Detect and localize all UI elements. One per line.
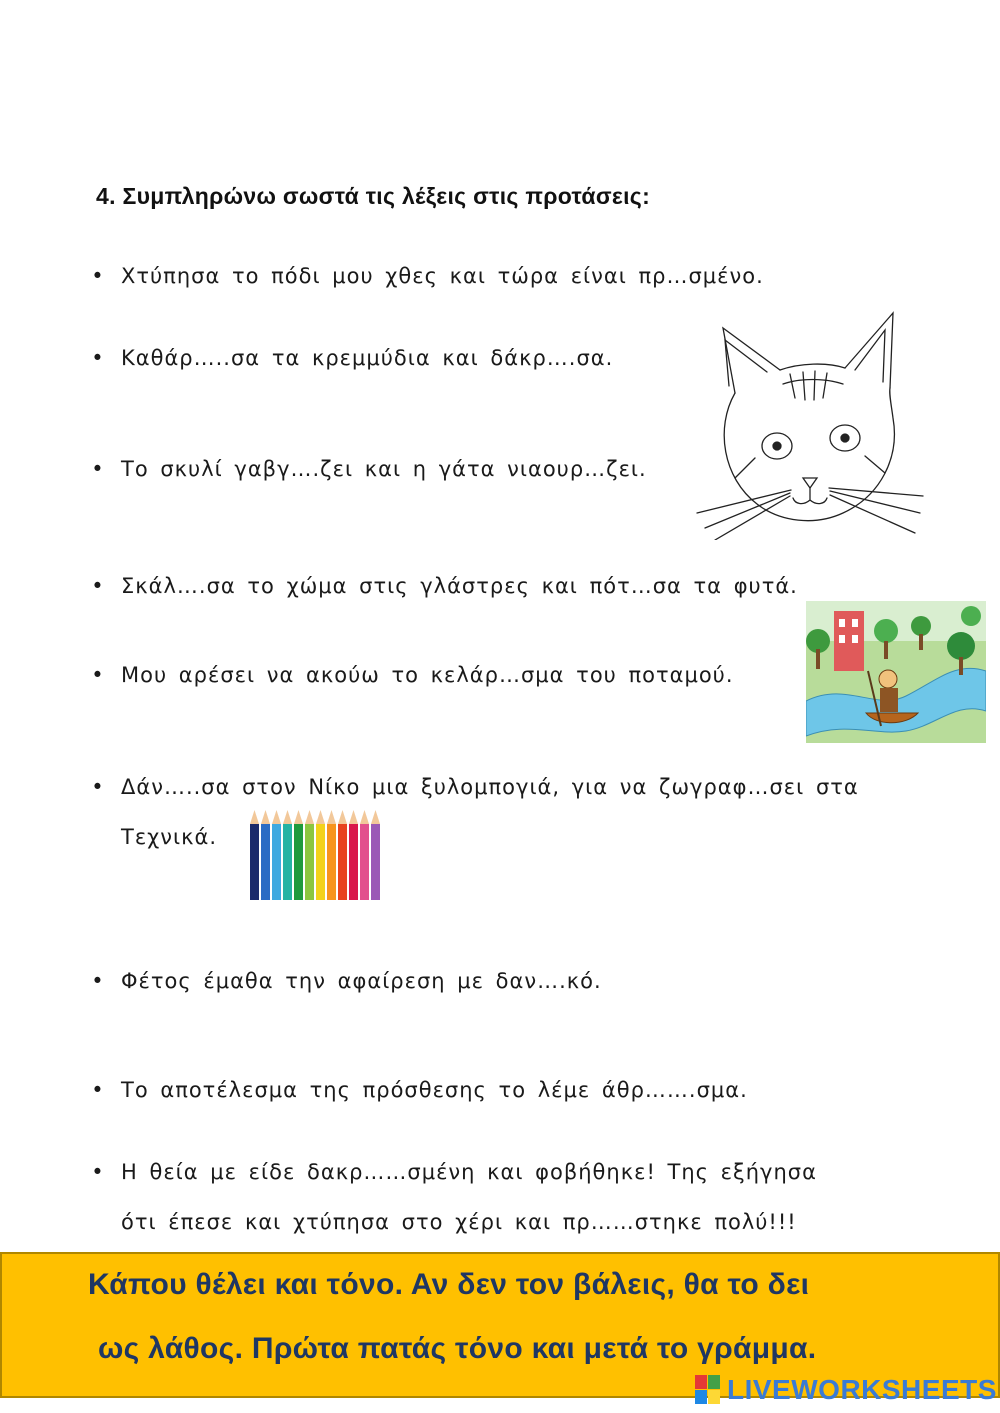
item-text: Μου αρέσει να ακούω το κελάρ…σμα του ποταμού. [121, 663, 734, 687]
pencil-body [272, 824, 281, 900]
bullet-icon: • [91, 1078, 105, 1102]
pencil-body [360, 824, 369, 900]
item-text-continued: ότι έπεσε και χτύπησα στο χέρι και πρ……στηκε πολύ!!! [121, 1210, 797, 1234]
bullet-icon: • [91, 264, 105, 288]
tip-line-2: ως λάθος. Πρώτα πατάς τόνο και μετά το γράμμα. [98, 1332, 817, 1365]
tip-line-1: Κάπου θέλει και τόνο. Αν δεν τον βάλεις, θα το δει [88, 1268, 810, 1301]
bullet-icon: • [91, 574, 105, 598]
cat-sketch-illustration [695, 308, 925, 540]
item-text-continued: Τεχνικά. [121, 825, 218, 849]
bullet-icon: • [91, 969, 105, 993]
item-text: Καθάρ…..σα τα κρεμμύδια και δάκρ….σα. [121, 346, 614, 370]
pencil-body [261, 824, 270, 900]
bullet-icon: • [91, 1160, 105, 1184]
brand-name: LIVEWORKSHEETS [727, 1374, 997, 1405]
pencil-body [349, 824, 358, 900]
liveworksheets-logo [695, 1372, 997, 1408]
bullet-icon: • [91, 775, 105, 799]
pencil-body [294, 824, 303, 900]
item-text: Η θεία με είδε δακρ……σμένη και φοβήθηκε! Της εξήγησα [121, 1160, 817, 1184]
liveworksheets-mark-icon [695, 1375, 721, 1405]
item-text: Χτύπησα το πόδι μου χθες και τώρα είναι πρ…σμένο. [121, 264, 764, 288]
pencil-body [316, 824, 325, 900]
bullet-icon: • [91, 663, 105, 687]
pencil-body [250, 824, 259, 900]
bullet-icon: • [91, 346, 105, 370]
item-text: Σκάλ….σα το χώμα στις γλάστρες και πότ…σα τα φυτά. [121, 574, 798, 598]
pencil-body [305, 824, 314, 900]
pencil-body [371, 824, 380, 900]
pencil-body [338, 824, 347, 900]
river-boat-illustration [806, 601, 986, 743]
item-text: Φέτος έμαθα την αφαίρεση με δαν….κό. [121, 969, 602, 993]
exercise-heading: 4. Συμπληρώνω σωστά τις λέξεις στις προτάσεις: [96, 183, 651, 209]
item-text: Δάν…..σα στον Νίκο μια ξυλομπογιά, για να ζωγραφ…σει στα [121, 775, 859, 799]
item-text: Το σκυλί γαβγ….ζει και η γάτα νιαουρ…ζει. [121, 457, 647, 481]
bullet-icon: • [91, 457, 105, 481]
pencil-body [283, 824, 292, 900]
pencil-body [327, 824, 336, 900]
colored-pencils-illustration [246, 808, 384, 902]
item-text: Το αποτέλεσμα της πρόσθεσης το λέμε άθρ…….σμα. [121, 1078, 748, 1102]
